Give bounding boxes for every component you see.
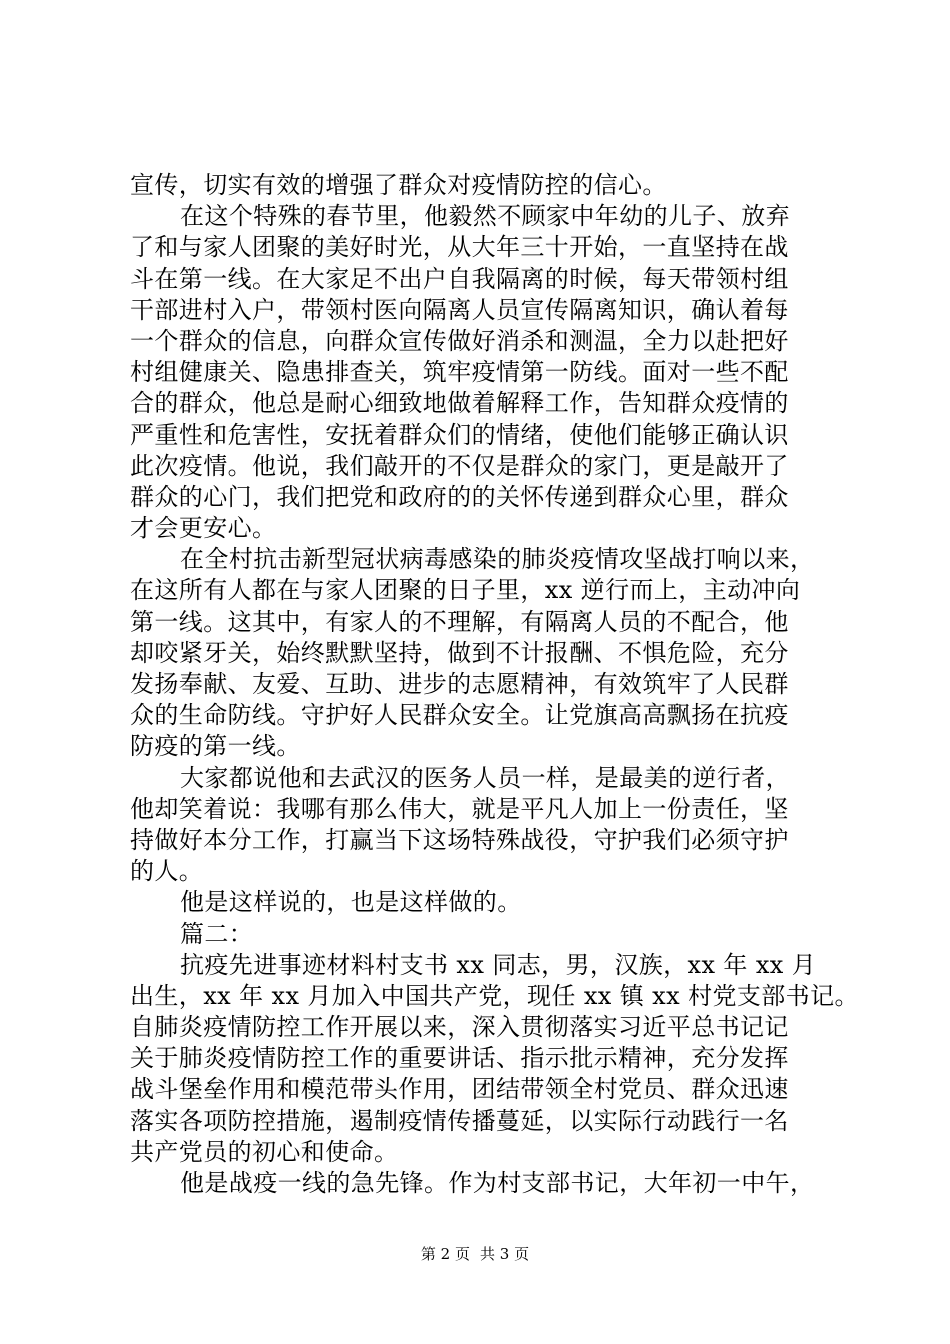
paragraph-start-line: 大家都说他和去武汉的医务人员一样，是最美的逆行者，: [180, 763, 790, 792]
text-line: 他却笑着说：我哪有那么伟大，就是平凡人加上一份责任，坚: [130, 794, 789, 823]
text-line: 一个群众的信息，向群众宣传做好消杀和测温，全力以赴把好: [130, 326, 789, 355]
paragraph-start-line: 他是这样说的，也是这样做的。: [180, 888, 522, 917]
page-total: 共 3 页: [480, 1245, 530, 1263]
text-line: 共产党员的初心和使命。: [130, 1137, 399, 1166]
text-line: 在这所有人都在与家人团聚的日子里，xx 逆行而上，主动冲向: [130, 576, 801, 605]
text-line: 严重性和危害性，安抚着群众们的情绪，使他们能够正确认识: [130, 420, 789, 449]
paragraph-start-line: 他是战疫一线的急先锋。作为村支部书记，大年初一中午，: [180, 1169, 815, 1197]
text-line: 了和与家人团聚的美好时光，从大年三十开始，一直坚持在战: [130, 233, 789, 262]
text-line: 群众的心门，我们把党和政府的的关怀传递到群众心里，群众: [130, 482, 789, 511]
paragraph-start-line: 抗疫先进事迹材料村支书 xx 同志，男，汉族，xx 年 xx 月: [180, 950, 817, 979]
text-line: 此次疫情。他说，我们敲开的不仅是群众的家门，更是敲开了: [130, 451, 789, 480]
text-line: 防疫的第一线。: [130, 732, 301, 761]
text-line: 出生，xx 年 xx 月加入中国共产党，现任 xx 镇 xx 村党支部书记。: [130, 981, 859, 1010]
text-line: 村组健康关、隐患排查关，筑牢疫情第一防线。面对一些不配: [130, 358, 789, 387]
text-line: 干部进村入户，带领村医向隔离人员宣传隔离知识，确认着每: [130, 295, 789, 324]
text-line: 发扬奉献、友爱、互助、进步的志愿精神，有效筑牢了人民群: [130, 670, 789, 698]
document-body: [130, 170, 859, 1199]
text-line: 却咬紧牙关，始终默默坚持，做到不计报酬、不惧危险，充分: [130, 638, 789, 667]
text-line: 自肺炎疫情防控工作开展以来，深入贯彻落实习近平总书记记: [130, 1013, 789, 1042]
text-line: 宣传，切实有效的增强了群众对疫情防控的信心。: [130, 171, 667, 199]
text-line: 战斗堡垒作用和模范带头作用，团结带领全村党员、群众迅速: [130, 1075, 789, 1104]
text-line: 第一线。这其中，有家人的不理解，有隔离人员的不配合，他: [130, 607, 789, 636]
text-line: 才会更安心。: [130, 514, 277, 543]
text-line: 斗在第一线。在大家足不出户自我隔离的时候，每天带领村组: [130, 264, 789, 293]
text-line: 落实各项防控措施，遏制疫情传播蔓延，以实际行动践行一名: [130, 1106, 789, 1135]
text-line: 关于肺炎疫情防控工作的重要讲话、指示批示精神，充分发挥: [130, 1044, 789, 1073]
page-footer: [0, 1244, 950, 1264]
paragraph-start-line: 在全村抗击新型冠状病毒感染的肺炎疫情攻坚战打响以来，: [180, 545, 815, 574]
page-number: 第 2 页: [420, 1245, 470, 1263]
text-line: 合的群众，他总是耐心细致地做着解释工作，告知群众疫情的: [130, 389, 789, 418]
text-line: 众的生命防线。守护好人民群众安全。让党旗高高飘扬在抗疫: [130, 701, 789, 730]
paragraph-start-line: 在这个特殊的春节里，他毅然不顾家中年幼的儿子、放弃: [180, 202, 790, 231]
section-heading: 篇二：: [180, 919, 254, 948]
text-line: 的人。: [130, 857, 204, 886]
text-line: 持做好本分工作，打赢当下这场特殊战役，守护我们必须守护: [130, 825, 789, 854]
